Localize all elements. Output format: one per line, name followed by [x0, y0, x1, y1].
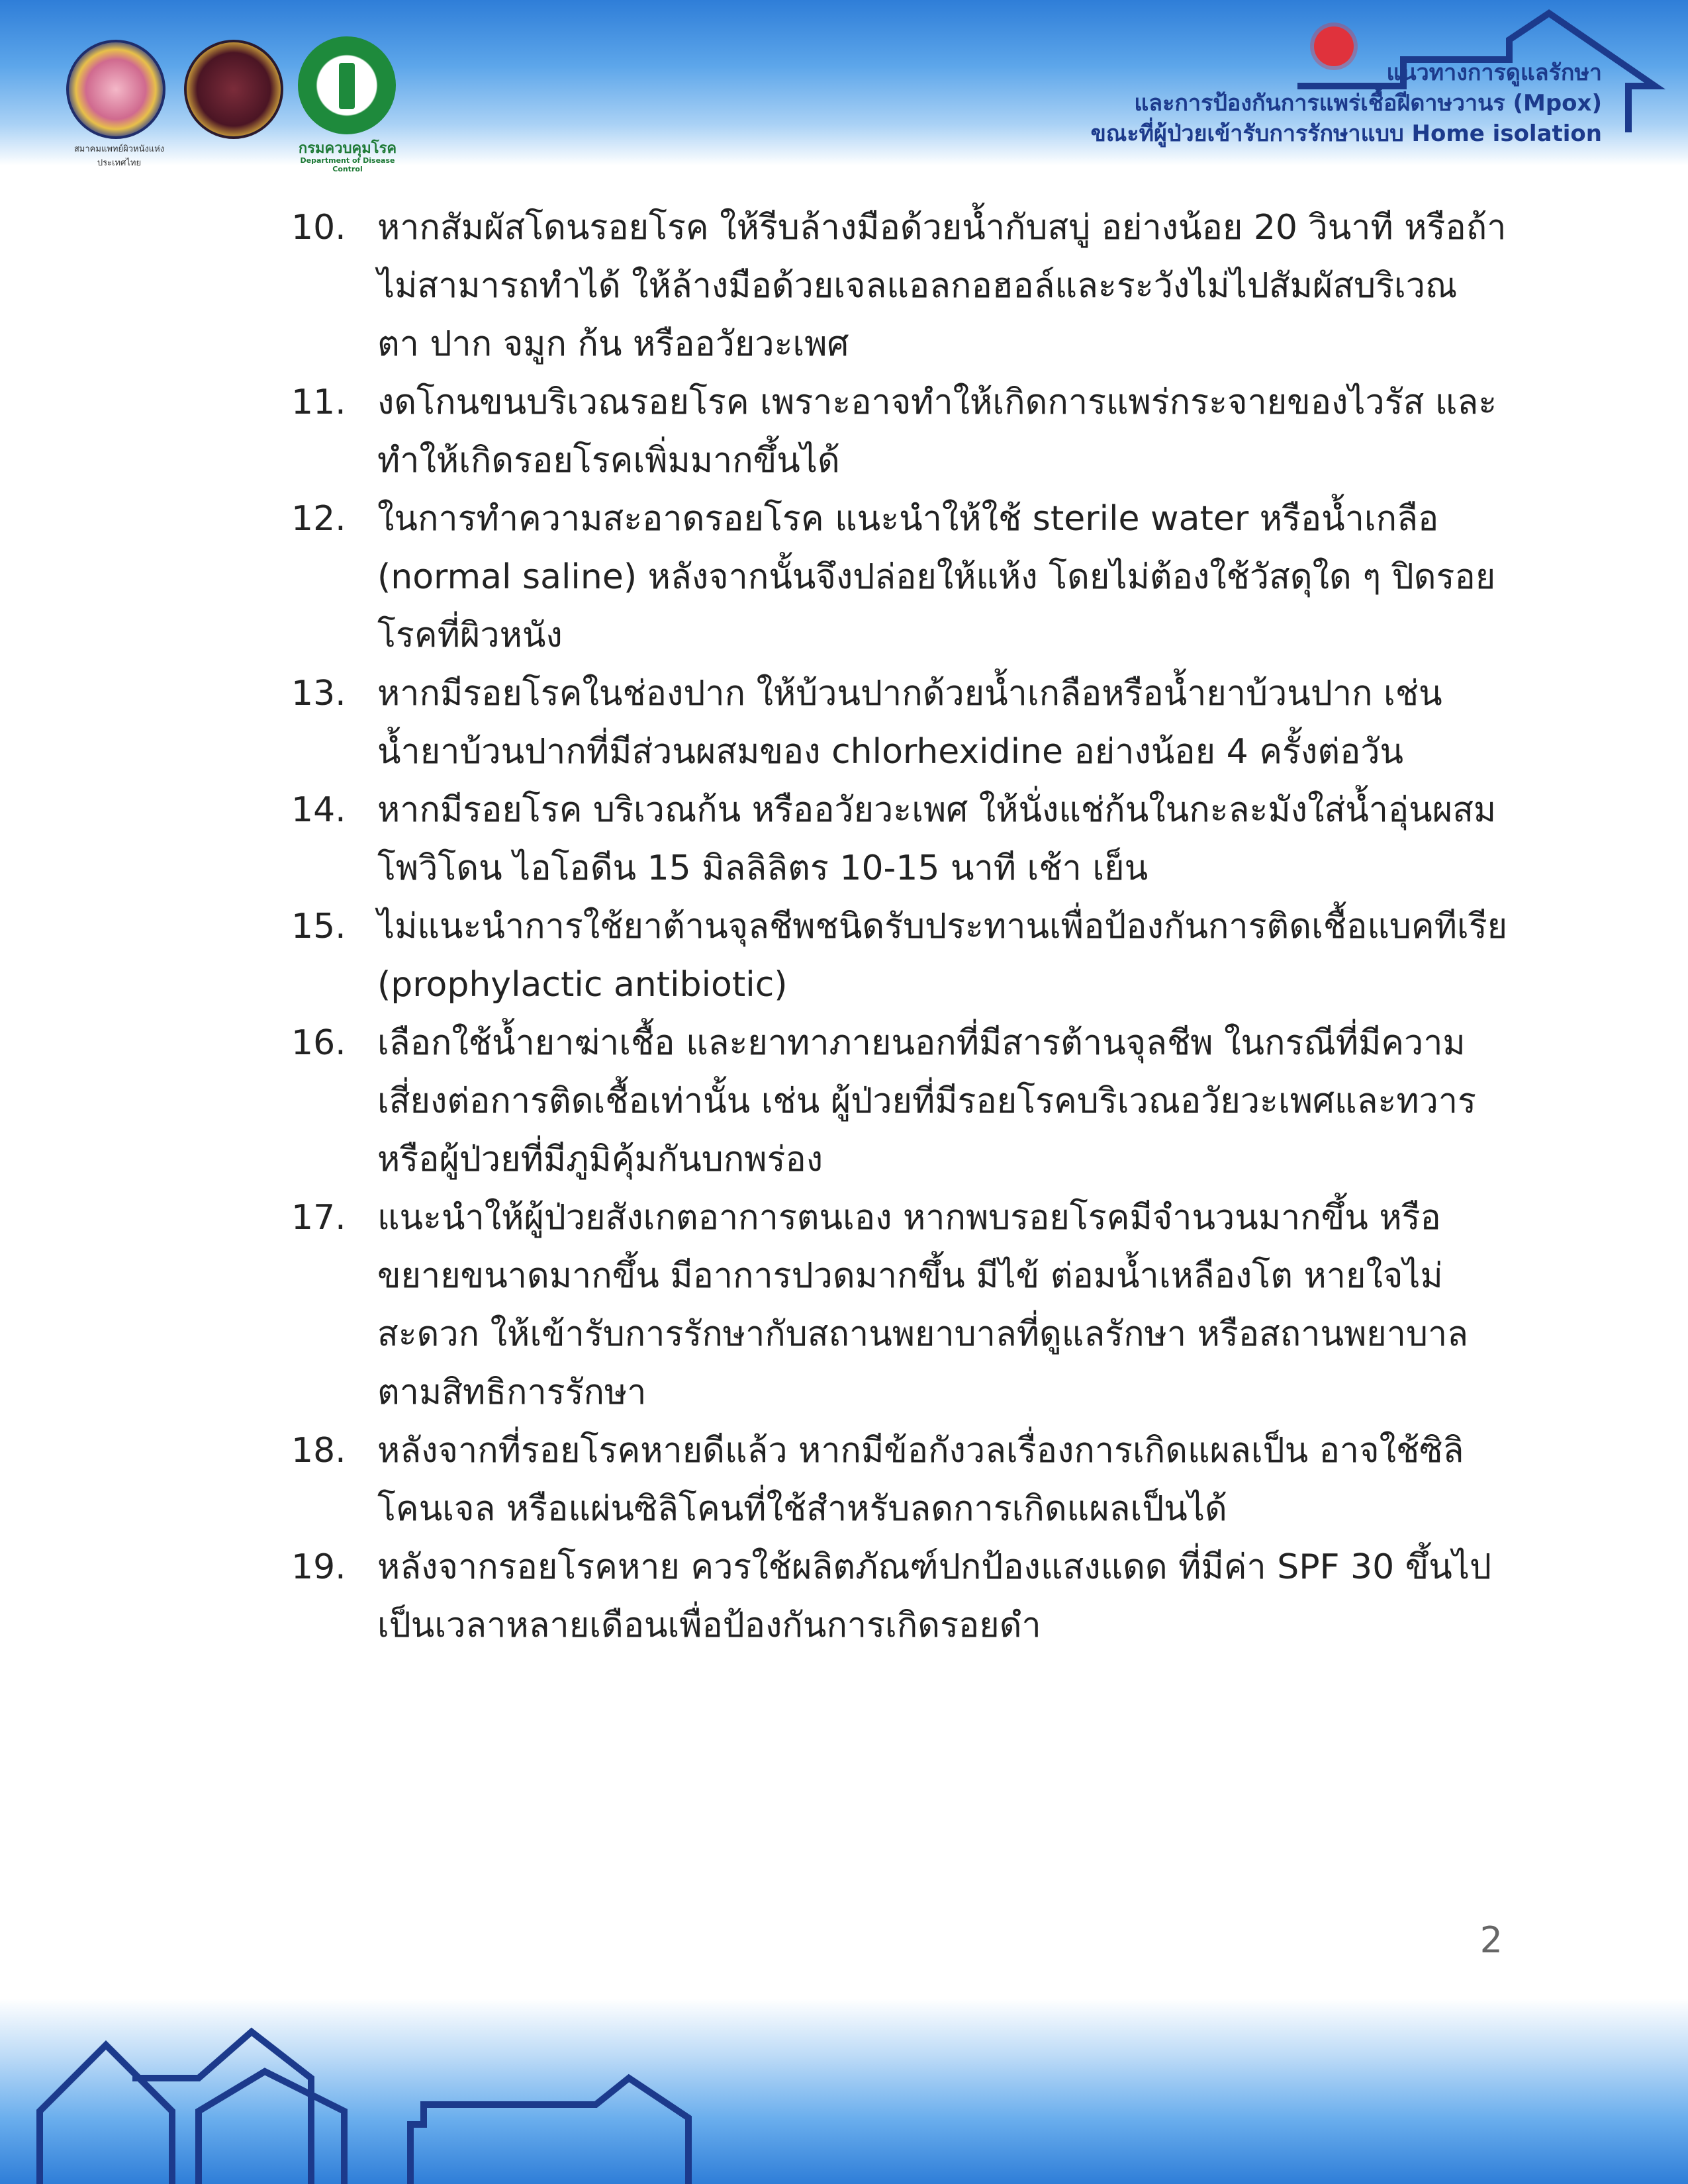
- item-text: หากมีรอยโรคในช่องปาก ให้บ้วนปากด้วยน้ำเกลือหรือน้ำยาบ้วนปาก เช่น น้ำยาบ้วนปากที่มีส่วนผสมของ chlorhexidine อย่างน้อย 4 ครั้งต่อวัน: [377, 674, 1442, 772]
- association-seal-logo: [184, 40, 283, 139]
- list-item: [291, 490, 1509, 664]
- guideline-content: [291, 199, 1509, 1655]
- logo-caption: สมาคมแพทย์ผิวหนังแห่งประเทศไทย: [73, 144, 165, 168]
- item-number: 16.: [291, 1023, 346, 1063]
- item-text: ในการทำความสะอาดรอยโรค แนะนำให้ใช้ sterile water หรือน้ำเกลือ (normal saline) หลังจากนั้นจึงปล่อยให้แห้ง โดยไม่ต้องใช้วัสดุใด ๆ ปิดรอยโรคที่ผิวหนัง: [377, 499, 1496, 655]
- item-number: 14.: [291, 790, 346, 830]
- item-number: 19.: [291, 1547, 346, 1587]
- item-text: งดโกนขนบริเวณรอยโรค เพราะอาจทำให้เกิดการแพร่กระจายของไวรัส และทำให้เกิดรอยโรคเพิ่มมากขึ้นได้: [377, 383, 1497, 480]
- item-text: หลังจากที่รอยโรคหายดีแล้ว หากมีข้อกังวลเรื่องการเกิดแผลเป็น อาจใช้ซิลิโคนเจล หรือแผ่นซิลิโคนที่ใช้สำหรับลดการเกิดแผลเป็นได้: [377, 1431, 1464, 1529]
- item-text: แนะนำให้ผู้ป่วยสังเกตอาการตนเอง หากพบรอยโรคมีจำนวนมากขึ้น หรือขยายขนาดมากขึ้น มีอาการปวดมากขึ้น มีไข้ ต่อมน้ำเหลืองโต หายใจไม่สะดวก ให้เข้ารับการรักษากับสถานพยาบาลที่ดูแลรักษา หรือสถานพยาบาลตามสิทธิการรักษา: [377, 1198, 1469, 1412]
- item-number: 17.: [291, 1198, 346, 1238]
- document-title-line-2: และการป้องกันการแพร่เชื้อฝีดาษวานร (Mpox): [1134, 90, 1602, 116]
- guideline-list: [291, 199, 1509, 1655]
- department-name-english: Department of Disease Control: [300, 156, 395, 173]
- item-number: 15.: [291, 907, 346, 946]
- item-number: 11.: [291, 383, 346, 422]
- item-text: หากมีรอยโรค บริเวณก้น หรืออวัยวะเพศ ให้นั่งแช่ก้นในกะละมังใส่น้ำอุ่นผสมโพวิโดน ไอโอดีน 15 มิลลิลิตร 10-15 นาที เช้า เย็น: [377, 790, 1497, 888]
- item-text: ไม่แนะนำการใช้ยาต้านจุลชีพชนิดรับประทานเพื่อป้องกันการติดเชื้อแบคทีเรีย (prophylactic antibiotic): [377, 907, 1508, 1005]
- item-number: 10.: [291, 208, 346, 248]
- list-item: [291, 897, 1509, 1014]
- footer-houses-icon: [0, 1999, 1688, 2184]
- document-title-line-1: แนวทางการดูแลรักษา: [1386, 60, 1602, 86]
- virus-icon: [1314, 26, 1354, 66]
- page-number: 2: [1479, 1919, 1503, 1961]
- item-text: หลังจากรอยโรคหาย ควรใช้ผลิตภัณฑ์ปกป้องแสงแดด ที่มีค่า SPF 30 ขึ้นไปเป็นเวลาหลายเดือนเพื่อป้องกันการเกิดรอยดำ: [377, 1547, 1491, 1645]
- document-title-line-3: ขณะที่ผู้ป่วยเข้ารับการรักษาแบบ Home isolation: [1090, 120, 1602, 147]
- list-item: [291, 781, 1509, 897]
- list-item: [291, 664, 1509, 781]
- list-item: [291, 373, 1509, 490]
- item-text: หากสัมผัสโดนรอยโรค ให้รีบล้างมือด้วยน้ำกับสบู่ อย่างน้อย 20 วินาที หรือถ้าไม่สามารถทำได้ ให้ล้างมือด้วยเจลแอลกอฮอล์และระวังไม่ไปสัมผัสบริเวณ ตา ปาก จมูก ก้น หรืออวัยวะเพศ: [377, 208, 1507, 364]
- list-item: [291, 199, 1509, 373]
- item-text: เลือกใช้น้ำยาฆ่าเชื้อ และยาทาภายนอกที่มีสารต้านจุลชีพ ในกรณีที่มีความเสี่ยงต่อการติดเชื้อเท่านั้น เช่น ผู้ป่วยที่มีรอยโรคบริเวณอวัยวะเพศและทวาร หรือผู้ป่วยที่มีภูมิคุ้มกันบกพร่อง: [377, 1023, 1476, 1179]
- footer-banner: [0, 1999, 1688, 2184]
- list-item: [291, 1422, 1509, 1538]
- item-number: 18.: [291, 1431, 346, 1471]
- item-number: 12.: [291, 499, 346, 539]
- department-name-thai: กรมควบคุมโรค: [298, 140, 397, 157]
- list-item: [291, 1538, 1509, 1655]
- dermatological-society-logo: [66, 40, 165, 139]
- list-item: [291, 1014, 1509, 1189]
- list-item: [291, 1189, 1509, 1422]
- caduceus-icon: [339, 63, 355, 109]
- item-number: 13.: [291, 674, 346, 713]
